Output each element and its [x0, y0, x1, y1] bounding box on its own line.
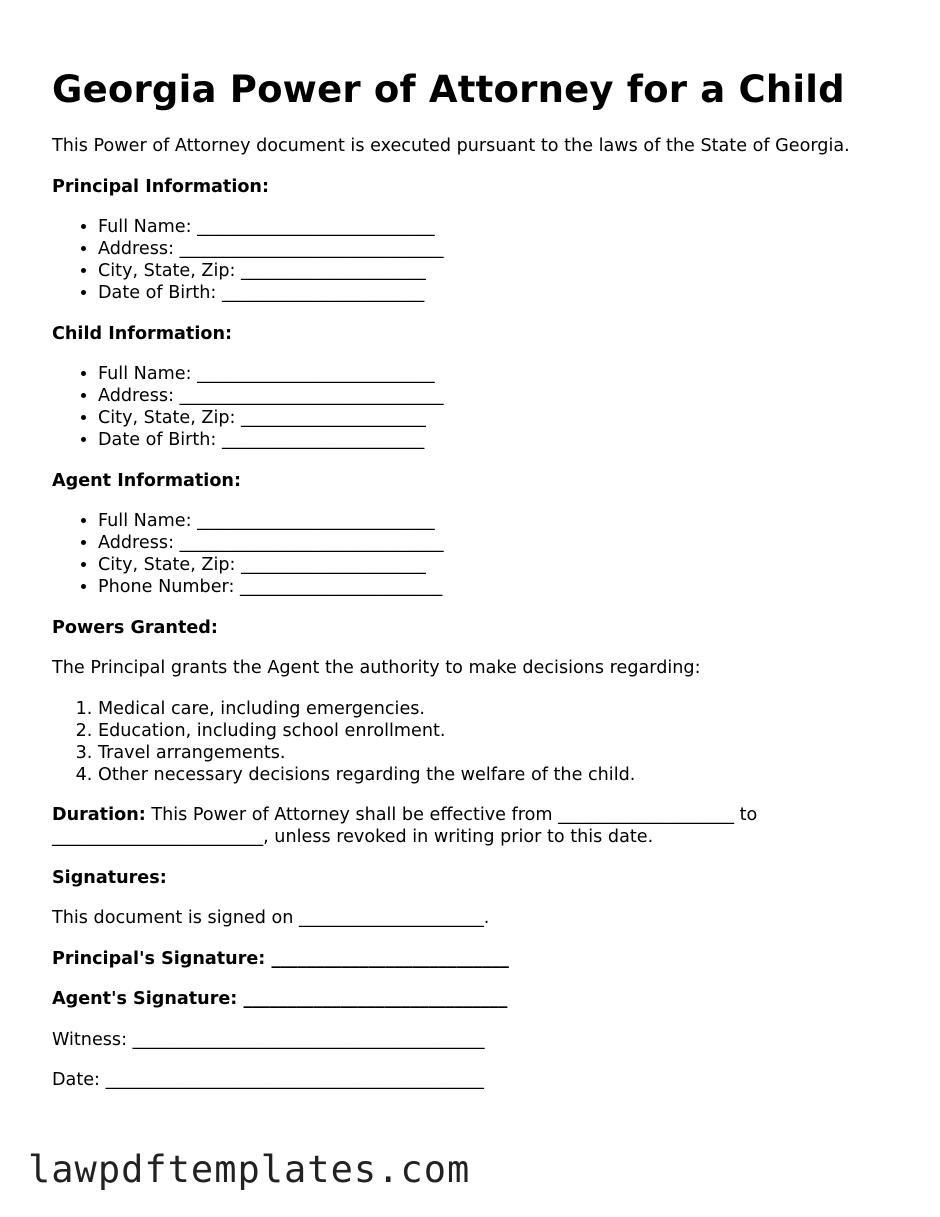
- child-heading: Child Information:: [52, 323, 233, 344]
- power-item: 4. Other necessary decisions regarding the welfare of the child.: [98, 764, 922, 786]
- child-full-name-field: • Full Name: ___________________________: [98, 363, 922, 385]
- powers-list: [52, 698, 922, 786]
- duration-paragraph: [52, 804, 922, 848]
- principal-list: [52, 216, 922, 304]
- power-item: 3. Travel arrangements.: [98, 742, 922, 764]
- child-city-state-zip-field: • City, State, Zip: _____________________: [98, 407, 922, 429]
- principal-address-field: • Address: ______________________________: [98, 238, 922, 260]
- principal-full-name-field: • Full Name: ___________________________: [98, 216, 922, 238]
- document-body: [52, 135, 922, 1110]
- agent-heading: Agent Information:: [52, 470, 241, 491]
- duration-text: This Power of Attorney shall be effective from ____________________ to ________________________, unless revoked in writing prior to this date.: [52, 805, 758, 847]
- agent-phone-field: • Phone Number: _______________________: [98, 576, 922, 598]
- agent-city-state-zip-field: • City, State, Zip: _____________________: [98, 554, 922, 576]
- agent-address-field: • Address: ______________________________: [98, 532, 922, 554]
- signatures-heading: Signatures:: [52, 867, 167, 888]
- intro-text: This Power of Attorney document is executed pursuant to the laws of the State of Georgia.: [52, 136, 850, 156]
- document-title: Georgia Power of Attorney for a Child: [52, 68, 845, 111]
- principal-heading: Principal Information:: [52, 176, 269, 197]
- witness-line: Witness: ________________________________________: [52, 1029, 485, 1050]
- signed-on-line: This document is signed on _____________________.: [52, 908, 490, 928]
- duration-label: Duration:: [52, 805, 146, 825]
- powers-heading: Powers Granted:: [52, 617, 218, 638]
- power-item: 2. Education, including school enrollment.: [98, 720, 922, 742]
- principal-dob-field: • Date of Birth: _______________________: [98, 282, 922, 304]
- agent-signature-line: Agent's Signature: ______________________________: [52, 989, 508, 1009]
- principal-city-state-zip-field: • City, State, Zip: _____________________: [98, 260, 922, 282]
- child-address-field: • Address: ______________________________: [98, 385, 922, 407]
- agent-full-name-field: • Full Name: ___________________________: [98, 510, 922, 532]
- power-item: 1. Medical care, including emergencies.: [98, 698, 922, 720]
- principal-signature-line: Principal's Signature: ___________________________: [52, 948, 509, 969]
- footer-brand-watermark: lawpdftemplates.com: [28, 1148, 471, 1191]
- date-line: Date: ___________________________________________: [52, 1070, 484, 1090]
- child-list: [52, 363, 922, 451]
- powers-intro: The Principal grants the Agent the authority to make decisions regarding:: [52, 658, 701, 678]
- child-dob-field: • Date of Birth: _______________________: [98, 429, 922, 451]
- agent-list: [52, 510, 922, 598]
